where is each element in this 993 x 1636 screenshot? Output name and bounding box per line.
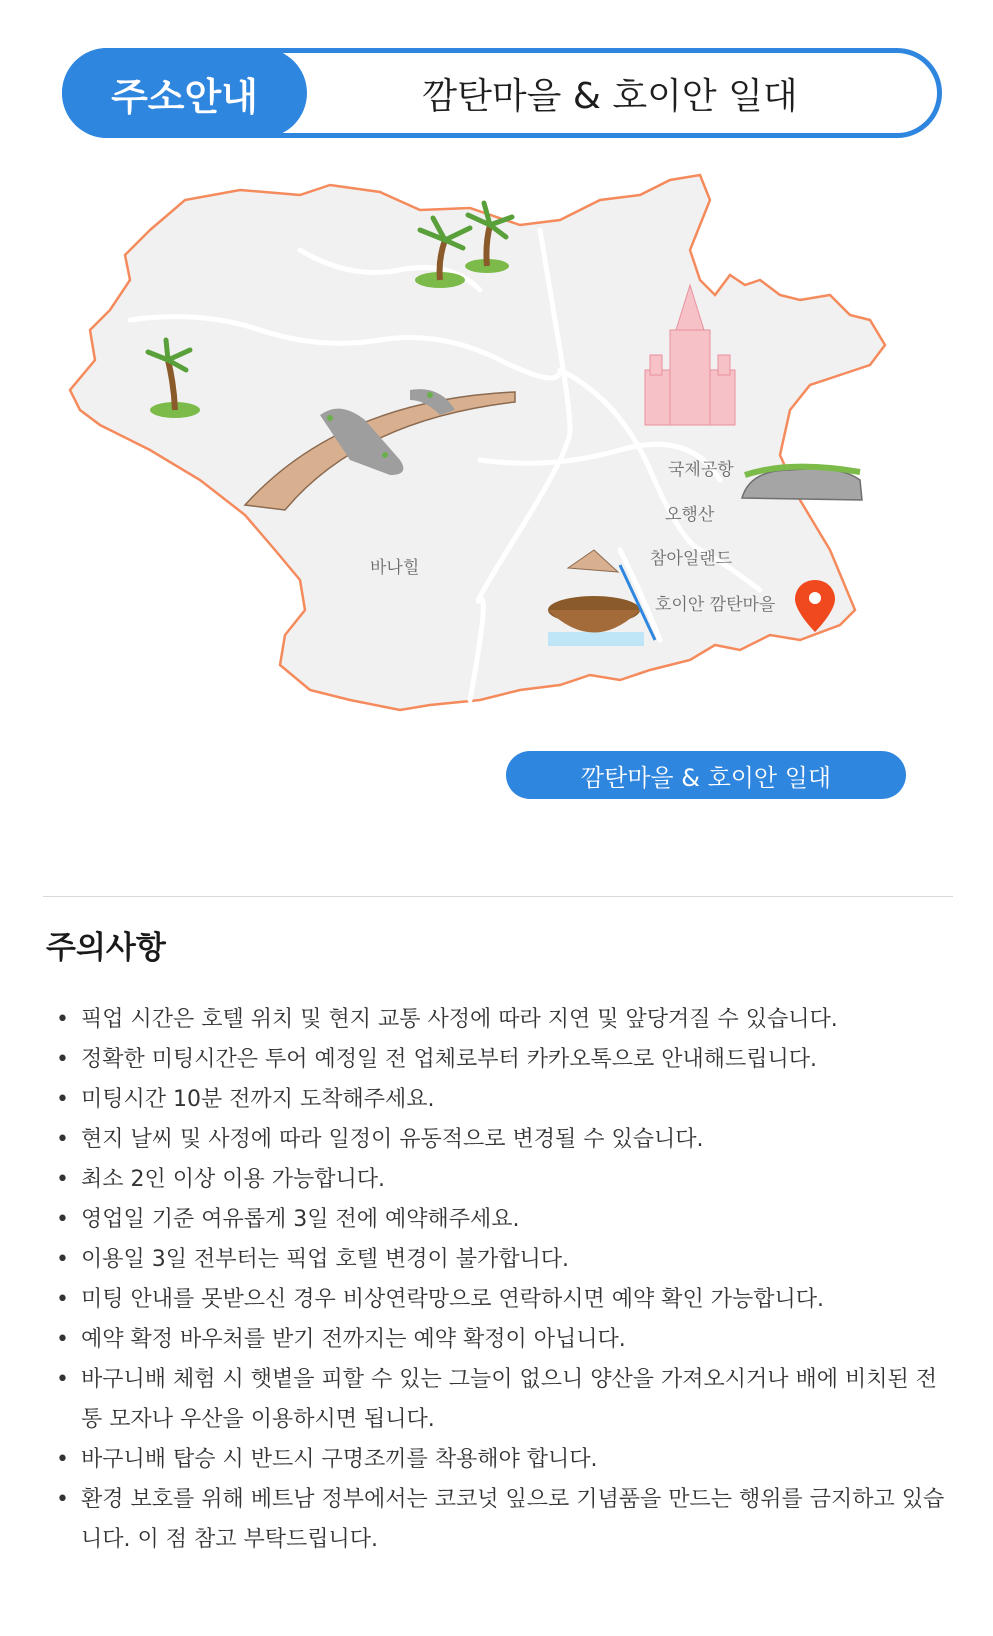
- label-airport: 국제공항: [668, 460, 734, 480]
- label-vinwonders: 참아일랜드: [650, 549, 733, 569]
- label-marble-mountain: 오행산: [665, 505, 715, 525]
- marble-mountain-icon: [742, 467, 862, 500]
- notice-item: • 미팅 안내를 못받으신 경우 비상연락망으로 연락하시면 예약 확인 가능합니다.: [56, 1280, 956, 1320]
- region-shape: [70, 175, 885, 710]
- label-hoian: 호이안 깜탄마을: [655, 595, 776, 615]
- address-tag: 주소안내: [62, 48, 307, 138]
- area-map-svg: [0, 170, 993, 730]
- notice-item: • 바구니배 체험 시 햇볕을 피할 수 있는 그늘이 없으니 양산을 가져오시거나 배에 비치된 전통 모자나 우산을 이용하시면 됩니다.: [56, 1360, 956, 1440]
- section-divider: [43, 896, 953, 897]
- notice-list: [56, 1000, 956, 1560]
- label-bana-hills: 바나힐: [370, 558, 420, 578]
- notice-item: • 환경 보호를 위해 베트남 정부에서는 코코넛 잎으로 기념품을 만드는 행위를 금지하고 있습니다. 이 점 참고 부탁드립니다.: [56, 1480, 956, 1560]
- address-text: 깜탄마을 & 호이안 일대: [422, 75, 798, 117]
- notice-item: • 영업일 기준 여유롭게 3일 전에 예약해주세요.: [56, 1200, 956, 1240]
- notice-item: • 현지 날씨 및 사정에 따라 일정이 유동적으로 변경될 수 있습니다.: [56, 1120, 956, 1160]
- area-map: [0, 170, 993, 730]
- notice-item: • 픽업 시간은 호텔 위치 및 현지 교통 사정에 따라 지연 및 앞당겨질 수 있습니다.: [56, 1000, 956, 1040]
- notice-item: • 정확한 미팅시간은 투어 예정일 전 업체로부터 카카오톡으로 안내해드립니다.: [56, 1040, 956, 1080]
- notice-item: • 바구니배 탑승 시 반드시 구명조끼를 착용해야 합니다.: [56, 1440, 956, 1480]
- notice-item: • 예약 확정 바우처를 받기 전까지는 예약 확정이 아닙니다.: [56, 1320, 956, 1360]
- notice-item: • 미팅시간 10분 전까지 도착해주세요.: [56, 1080, 956, 1120]
- notice-item: • 최소 2인 이상 이용 가능합니다.: [56, 1160, 956, 1200]
- notice-item: • 이용일 3일 전부터는 픽업 호텔 변경이 불가합니다.: [56, 1240, 956, 1280]
- map-location-pill: 깜탄마을 & 호이안 일대: [506, 751, 906, 799]
- notice-title: 주의사항: [46, 930, 166, 966]
